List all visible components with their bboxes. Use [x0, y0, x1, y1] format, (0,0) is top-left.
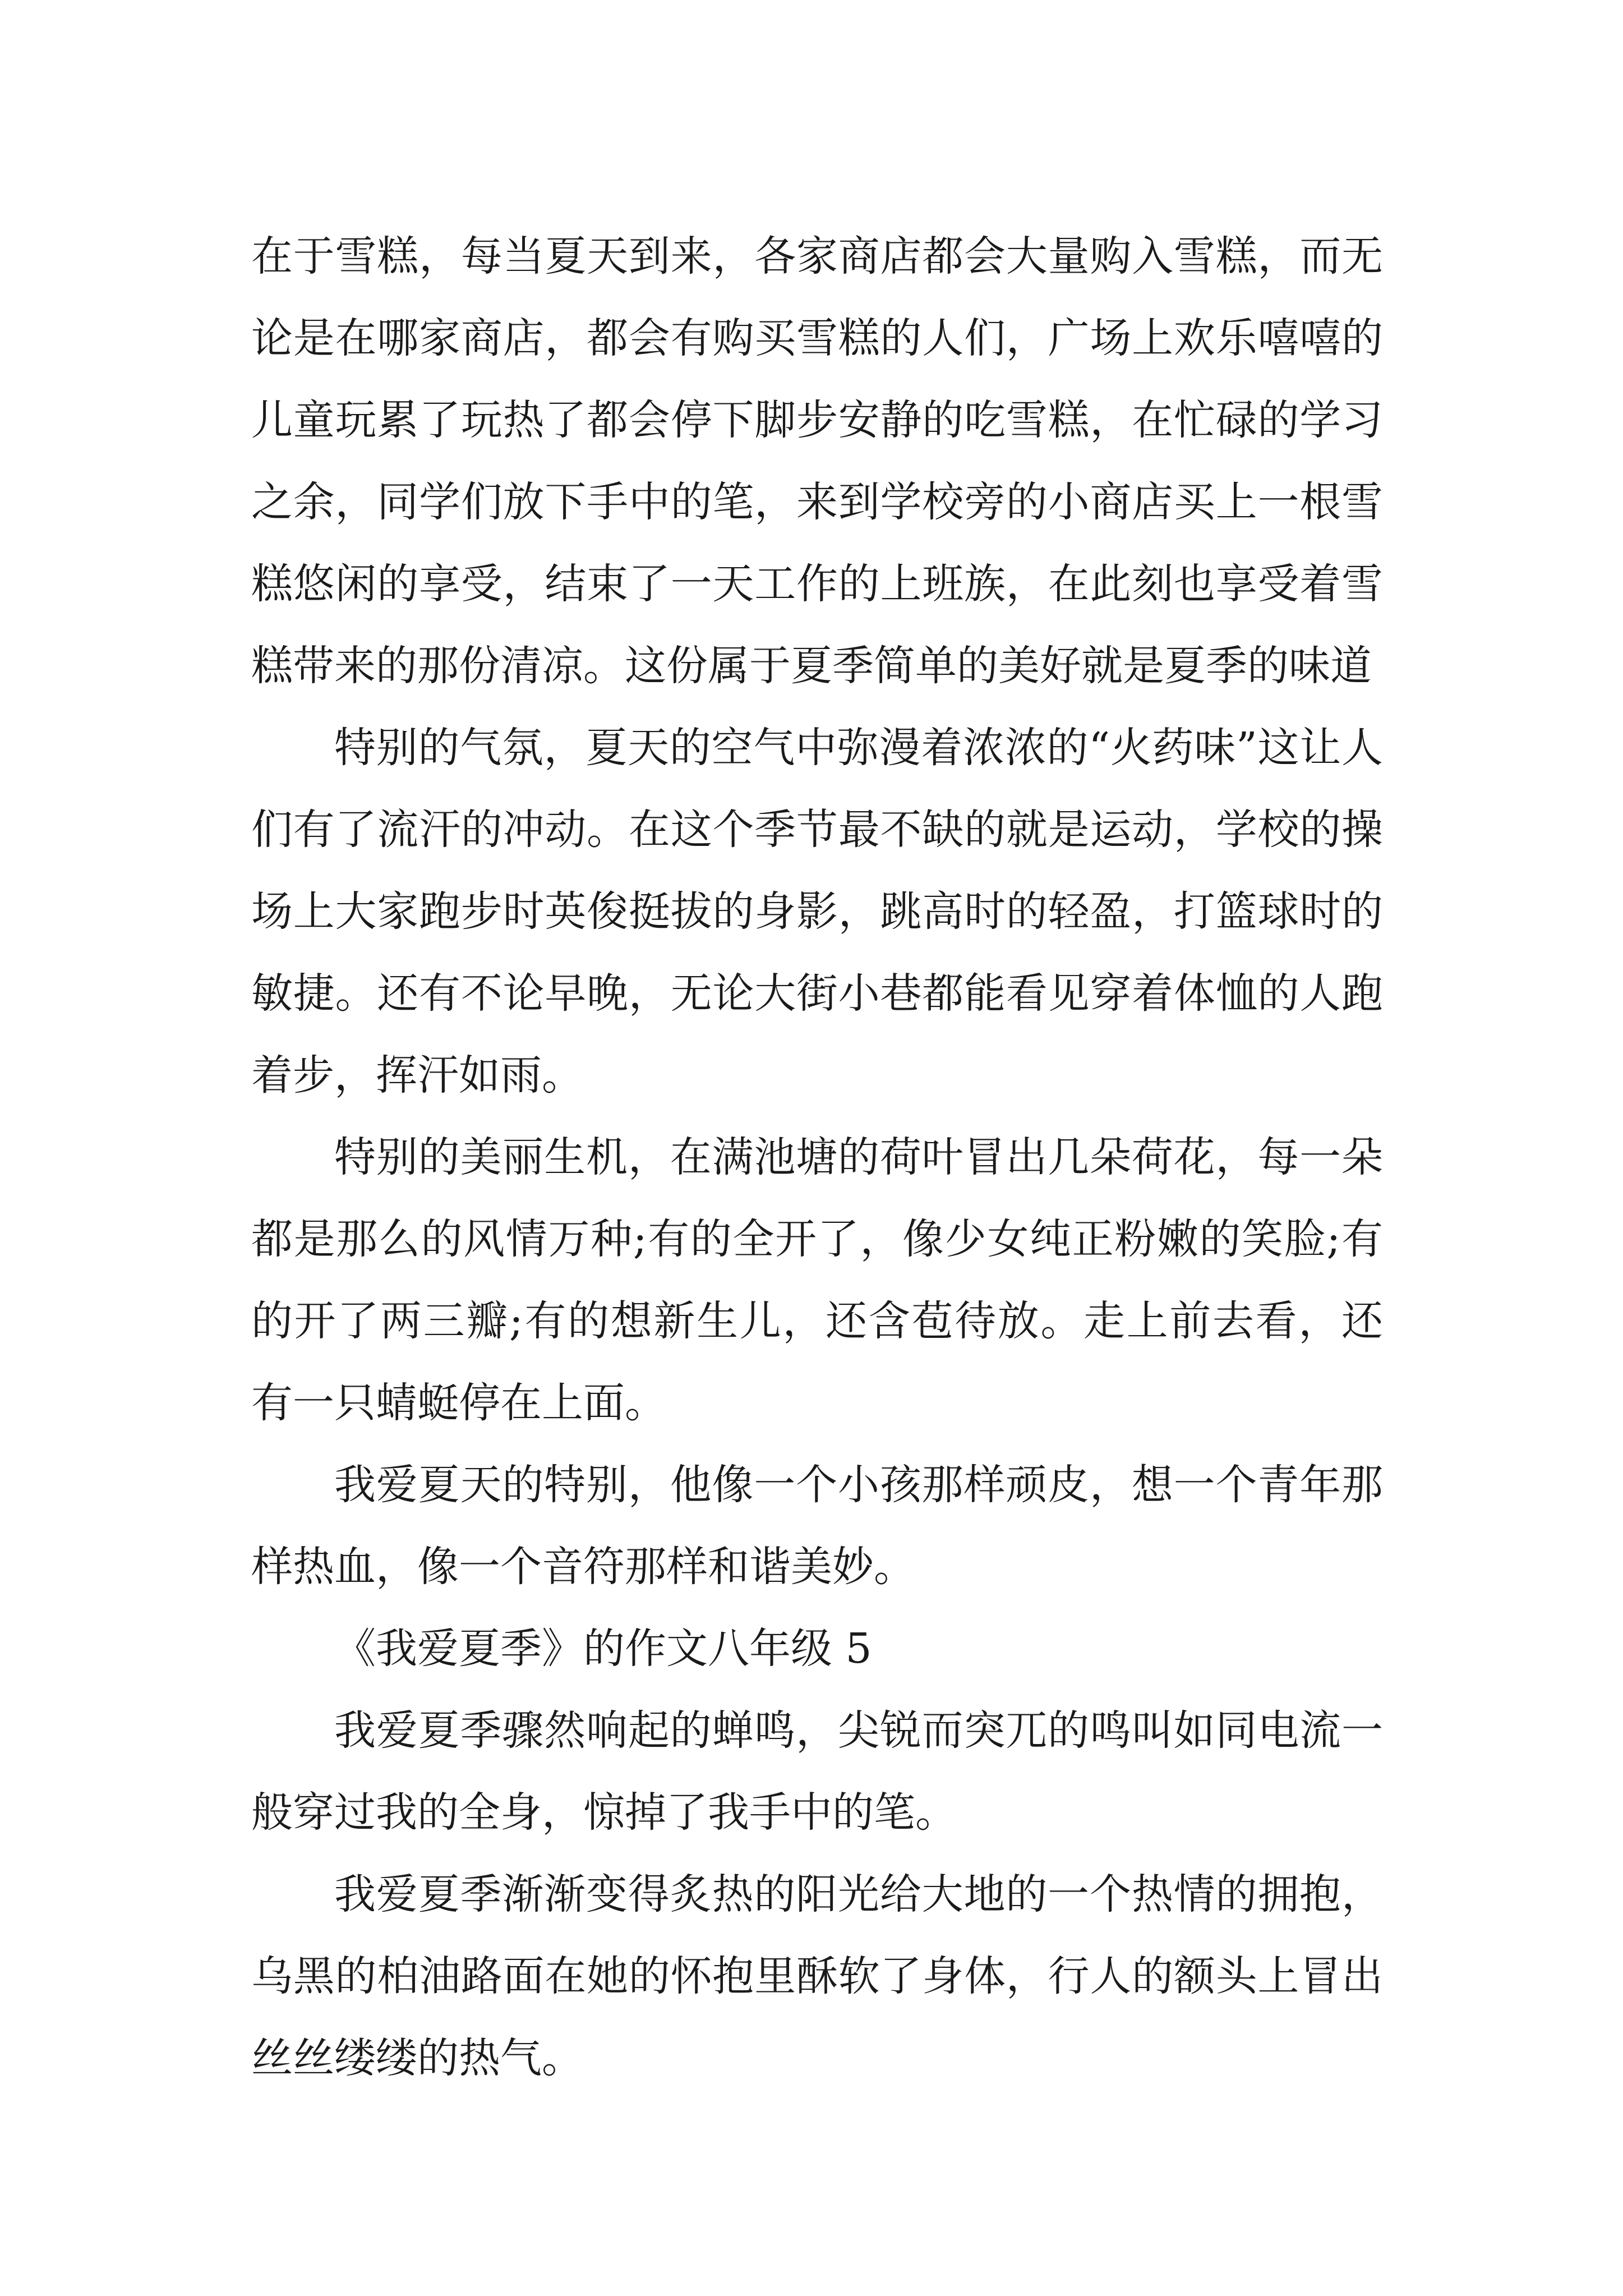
essay-heading: 《我爱夏季》的作文八年级 5	[334, 1625, 872, 1673]
paragraph-cicada: 我爱夏季骤然响起的蝉鸣，尖锐而突兀的鸣叫如同电流一般穿过我的全身，惊掉了我手中的笔。	[251, 1706, 1383, 1837]
paragraph-sunshine: 我爱夏季渐渐变得炙热的阳光给大地的一个热情的拥抱，乌黑的柏油路面在她的怀抱里酥软了身体，行人的额头上冒出丝丝缕缕的热气。	[251, 1870, 1383, 2082]
document-body	[251, 215, 1383, 2099]
paragraph-lotus: 特别的美丽生机，在满池塘的荷叶冒出几朵荷花，每一朵都是那么的风情万种;有的全开了，像少女纯正粉嫩的笑脸;有的开了两三瓣;有的想新生儿，还含苞待放。走上前去看，还有一只蜻蜓停在上面。	[251, 1133, 1383, 1427]
paragraph-ice-cream: 在于雪糕，每当夏天到来，各家商店都会大量购入雪糕，而无论是在哪家商店，都会有购买雪糕的人们，广场上欢乐嘻嘻的儿童玩累了玩热了都会停下脚步安静的吃雪糕，在忙碌的学习之余，同学们放下手中的笔，来到学校旁的小商店买上一根雪糕悠闲的享受，结束了一天工作的上班族，在此刻也享受着雪糕带来的那份清凉。这份属于夏季简单的美好就是夏季的味道	[251, 232, 1383, 690]
paragraph-love-summer: 我爱夏天的特别，他像一个小孩那样顽皮，想一个青年那样热血，像一个音符那样和谐美妙。	[251, 1461, 1383, 1591]
paragraph-atmosphere: 特别的气氛，夏天的空气中弥漫着浓浓的“火药味”这让人们有了流汗的冲动。在这个季节最不缺的就是运动，学校的操场上大家跑步时英俊挺拔的身影，跳高时的轻盈，打篮球时的敏捷。还有不论早晚，无论大街小巷都能看见穿着体恤的人跑着步，挥汗如雨。	[251, 724, 1383, 1099]
